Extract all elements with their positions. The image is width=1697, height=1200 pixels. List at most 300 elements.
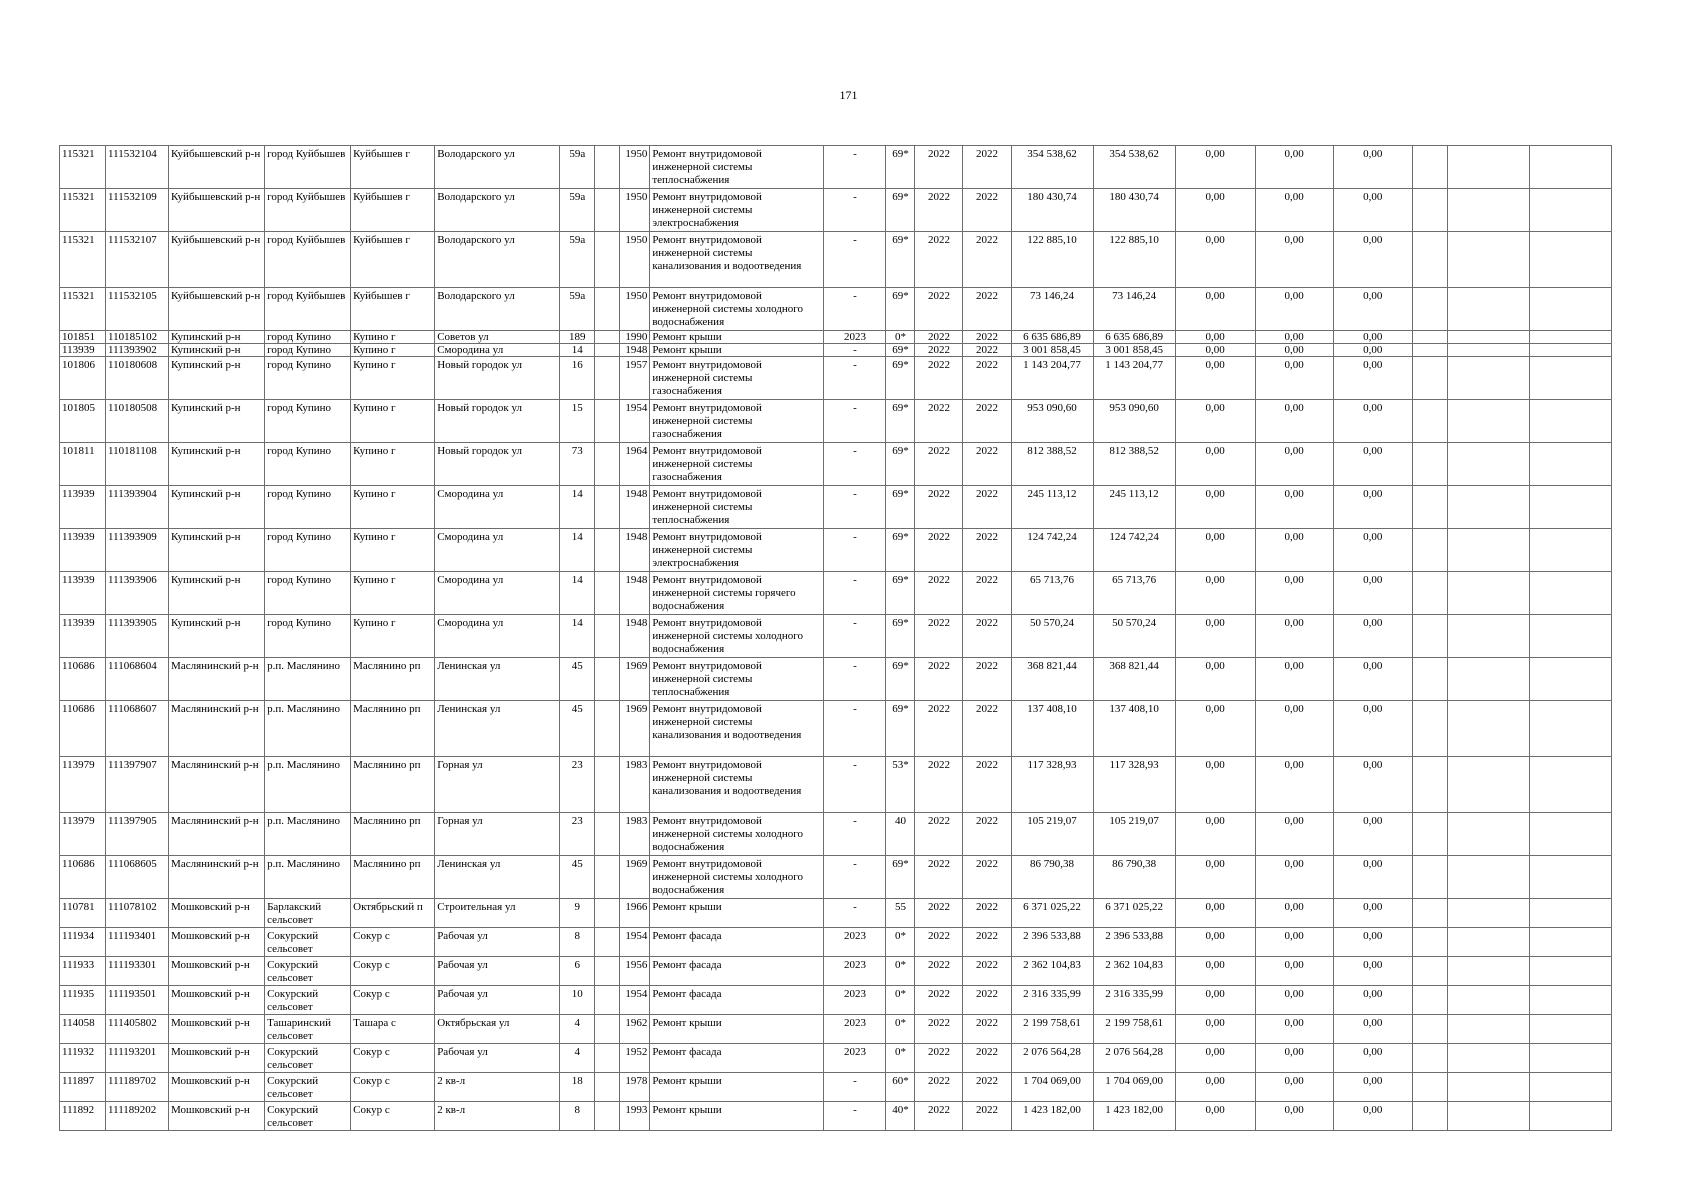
cell-plan-year-from: 2022 (915, 856, 963, 899)
cell-letter (595, 856, 620, 899)
cell-plan-year-from: 2022 (915, 701, 963, 757)
table-row (60, 1102, 1612, 1131)
cell-letter (595, 658, 620, 701)
cell-municipality: город Куйбышев (265, 146, 351, 189)
cell-work-type: Ремонт внутридомовой инженерной системы холодного водоснабжения (650, 813, 824, 856)
cell-budget-local: 0,00 (1333, 658, 1412, 701)
cell-locality: Маслянино рп (351, 757, 435, 813)
cell-house-id: 113939 (60, 615, 106, 658)
cell-extra-2 (1447, 529, 1529, 572)
cell-total-cost: 180 430,74 (1011, 189, 1093, 232)
cell-next-year: 2023 (824, 1015, 886, 1044)
cell-budget-federal: 0,00 (1175, 572, 1255, 615)
cell-house-id: 115321 (60, 288, 106, 331)
cell-work-id: 110180608 (106, 357, 169, 400)
cell-budget-regional: 0,00 (1255, 344, 1333, 357)
cell-locality: Куйбышев г (351, 189, 435, 232)
cell-plan-year-from: 2022 (915, 1073, 963, 1102)
cell-plan-year-from: 2022 (915, 189, 963, 232)
cell-total-cost: 2 076 564,28 (1011, 1044, 1093, 1073)
cell-extra-1 (1412, 899, 1447, 928)
cell-street: Ленинская ул (435, 856, 560, 899)
cell-district: Маслянинский р-н (169, 813, 265, 856)
cell-extra-3 (1529, 856, 1611, 899)
cell-house-number: 59а (560, 146, 595, 189)
cell-budget-federal: 0,00 (1175, 856, 1255, 899)
cell-next-year: - (824, 572, 886, 615)
cell-total-cost: 2 396 533,88 (1011, 928, 1093, 957)
cell-plan-year-to: 2022 (963, 658, 1011, 701)
cell-district: Маслянинский р-н (169, 658, 265, 701)
cell-extra-2 (1447, 443, 1529, 486)
cell-total-cost: 245 113,12 (1011, 486, 1093, 529)
cell-extra-1 (1412, 400, 1447, 443)
cell-fund-cost: 2 396 533,88 (1093, 928, 1175, 957)
cell-municipality: город Купино (265, 331, 351, 344)
cell-budget-local: 0,00 (1333, 1073, 1412, 1102)
cell-extra-2 (1447, 189, 1529, 232)
cell-work-type: Ремонт внутридомовой инженерной системы электроснабжения (650, 189, 824, 232)
cell-street: Смородина ул (435, 615, 560, 658)
cell-extra-2 (1447, 1044, 1529, 1073)
cell-budget-regional: 0,00 (1255, 615, 1333, 658)
cell-municipality: город Купино (265, 400, 351, 443)
cell-wear: 40* (886, 1102, 915, 1131)
cell-next-year: - (824, 443, 886, 486)
cell-street: Смородина ул (435, 344, 560, 357)
cell-work-type: Ремонт внутридомовой инженерной системы газоснабжения (650, 357, 824, 400)
cell-district: Купинский р-н (169, 331, 265, 344)
cell-budget-local: 0,00 (1333, 856, 1412, 899)
cell-work-type: Ремонт крыши (650, 344, 824, 357)
cell-wear: 0* (886, 986, 915, 1015)
table-row (60, 288, 1612, 331)
cell-work-id: 111532104 (106, 146, 169, 189)
cell-budget-regional: 0,00 (1255, 856, 1333, 899)
cell-budget-local: 0,00 (1333, 146, 1412, 189)
cell-budget-regional: 0,00 (1255, 288, 1333, 331)
cell-fund-cost: 1 143 204,77 (1093, 357, 1175, 400)
cell-work-type: Ремонт внутридомовой инженерной системы газоснабжения (650, 400, 824, 443)
cell-plan-year-from: 2022 (915, 658, 963, 701)
cell-budget-local: 0,00 (1333, 357, 1412, 400)
cell-budget-federal: 0,00 (1175, 189, 1255, 232)
cell-house-number: 23 (560, 757, 595, 813)
cell-wear: 69* (886, 701, 915, 757)
cell-total-cost: 105 219,07 (1011, 813, 1093, 856)
cell-plan-year-from: 2022 (915, 146, 963, 189)
cell-extra-3 (1529, 658, 1611, 701)
cell-locality: Сокур с (351, 1073, 435, 1102)
cell-municipality: город Купино (265, 529, 351, 572)
cell-locality: Купино г (351, 443, 435, 486)
cell-extra-2 (1447, 486, 1529, 529)
cell-extra-3 (1529, 331, 1611, 344)
cell-extra-2 (1447, 1015, 1529, 1044)
cell-house-number: 15 (560, 400, 595, 443)
cell-street: Новый городок ул (435, 443, 560, 486)
cell-wear: 69* (886, 856, 915, 899)
cell-budget-local: 0,00 (1333, 757, 1412, 813)
cell-total-cost: 124 742,24 (1011, 529, 1093, 572)
cell-plan-year-from: 2022 (915, 928, 963, 957)
cell-extra-3 (1529, 899, 1611, 928)
cell-fund-cost: 2 199 758,61 (1093, 1015, 1175, 1044)
cell-plan-year-to: 2022 (963, 232, 1011, 288)
cell-locality: Куйбышев г (351, 146, 435, 189)
cell-locality: Купино г (351, 529, 435, 572)
cell-work-type: Ремонт внутридомовой инженерной системы холодного водоснабжения (650, 288, 824, 331)
cell-street: Володарского ул (435, 189, 560, 232)
cell-fund-cost: 368 821,44 (1093, 658, 1175, 701)
cell-street: Смородина ул (435, 572, 560, 615)
cell-extra-2 (1447, 232, 1529, 288)
cell-budget-federal: 0,00 (1175, 1044, 1255, 1073)
cell-plan-year-to: 2022 (963, 899, 1011, 928)
cell-letter (595, 757, 620, 813)
cell-extra-2 (1447, 572, 1529, 615)
page-number: 171 (839, 88, 858, 102)
cell-house-number: 189 (560, 331, 595, 344)
cell-plan-year-to: 2022 (963, 1015, 1011, 1044)
cell-fund-cost: 117 328,93 (1093, 757, 1175, 813)
table-body (60, 146, 1612, 1131)
cell-extra-3 (1529, 357, 1611, 400)
table-row (60, 443, 1612, 486)
table-row (60, 232, 1612, 288)
cell-letter (595, 928, 620, 957)
cell-budget-federal: 0,00 (1175, 701, 1255, 757)
cell-extra-1 (1412, 1015, 1447, 1044)
cell-work-type: Ремонт крыши (650, 1073, 824, 1102)
cell-extra-3 (1529, 701, 1611, 757)
cell-extra-3 (1529, 957, 1611, 986)
cell-locality: Купино г (351, 615, 435, 658)
cell-work-id: 110185102 (106, 331, 169, 344)
cell-wear: 69* (886, 400, 915, 443)
cell-street: Горная ул (435, 813, 560, 856)
cell-budget-regional: 0,00 (1255, 757, 1333, 813)
cell-budget-regional: 0,00 (1255, 357, 1333, 400)
cell-next-year: - (824, 357, 886, 400)
cell-year-built: 1948 (620, 615, 650, 658)
cell-house-number: 6 (560, 957, 595, 986)
cell-next-year: - (824, 1073, 886, 1102)
cell-extra-1 (1412, 357, 1447, 400)
cell-letter (595, 288, 620, 331)
table-row (60, 529, 1612, 572)
cell-extra-1 (1412, 1102, 1447, 1131)
cell-extra-2 (1447, 1102, 1529, 1131)
cell-plan-year-to: 2022 (963, 986, 1011, 1015)
cell-work-type: Ремонт внутридомовой инженерной системы холодного водоснабжения (650, 615, 824, 658)
cell-municipality: Сокурский сельсовет (265, 928, 351, 957)
cell-wear: 69* (886, 443, 915, 486)
cell-total-cost: 1 423 182,00 (1011, 1102, 1093, 1131)
cell-extra-1 (1412, 486, 1447, 529)
cell-work-type: Ремонт внутридомовой инженерной системы теплоснабжения (650, 486, 824, 529)
cell-locality: Купино г (351, 357, 435, 400)
cell-budget-federal: 0,00 (1175, 400, 1255, 443)
cell-plan-year-from: 2022 (915, 1044, 963, 1073)
cell-extra-2 (1447, 701, 1529, 757)
cell-work-type: Ремонт внутридомовой инженерной системы канализования и водоотведения (650, 757, 824, 813)
cell-year-built: 1964 (620, 443, 650, 486)
cell-extra-2 (1447, 957, 1529, 986)
cell-budget-federal: 0,00 (1175, 146, 1255, 189)
cell-extra-1 (1412, 757, 1447, 813)
cell-district: Мошковский р-н (169, 957, 265, 986)
cell-budget-local: 0,00 (1333, 189, 1412, 232)
cell-letter (595, 1044, 620, 1073)
cell-year-built: 1950 (620, 146, 650, 189)
cell-budget-regional: 0,00 (1255, 572, 1333, 615)
cell-house-id: 113979 (60, 813, 106, 856)
cell-street: Рабочая ул (435, 1044, 560, 1073)
cell-work-type: Ремонт крыши (650, 899, 824, 928)
cell-fund-cost: 180 430,74 (1093, 189, 1175, 232)
cell-budget-regional: 0,00 (1255, 443, 1333, 486)
cell-extra-3 (1529, 146, 1611, 189)
cell-municipality: Барлакский сельсовет (265, 899, 351, 928)
cell-locality: Сокур с (351, 1102, 435, 1131)
cell-district: Купинский р-н (169, 529, 265, 572)
cell-total-cost: 953 090,60 (1011, 400, 1093, 443)
cell-letter (595, 1102, 620, 1131)
table-row (60, 1073, 1612, 1102)
cell-district: Мошковский р-н (169, 1015, 265, 1044)
cell-locality: Маслянино рп (351, 813, 435, 856)
cell-house-number: 45 (560, 658, 595, 701)
cell-house-id: 111897 (60, 1073, 106, 1102)
cell-house-number: 59а (560, 189, 595, 232)
cell-work-id: 111393904 (106, 486, 169, 529)
cell-letter (595, 344, 620, 357)
cell-house-id: 113939 (60, 486, 106, 529)
cell-house-number: 4 (560, 1015, 595, 1044)
cell-house-id: 113939 (60, 572, 106, 615)
cell-budget-federal: 0,00 (1175, 1102, 1255, 1131)
cell-wear: 0* (886, 1044, 915, 1073)
cell-street: Рабочая ул (435, 928, 560, 957)
cell-locality: Купино г (351, 572, 435, 615)
cell-fund-cost: 2 362 104,83 (1093, 957, 1175, 986)
cell-district: Маслянинский р-н (169, 856, 265, 899)
cell-next-year: - (824, 856, 886, 899)
cell-extra-3 (1529, 813, 1611, 856)
cell-plan-year-from: 2022 (915, 344, 963, 357)
cell-house-id: 113979 (60, 757, 106, 813)
cell-house-id: 110686 (60, 701, 106, 757)
cell-letter (595, 400, 620, 443)
cell-street: Володарского ул (435, 146, 560, 189)
cell-year-built: 1954 (620, 928, 650, 957)
cell-budget-regional: 0,00 (1255, 1102, 1333, 1131)
cell-budget-regional: 0,00 (1255, 331, 1333, 344)
cell-total-cost: 86 790,38 (1011, 856, 1093, 899)
cell-plan-year-to: 2022 (963, 189, 1011, 232)
cell-wear: 69* (886, 146, 915, 189)
cell-total-cost: 6 635 686,89 (1011, 331, 1093, 344)
cell-house-id: 101851 (60, 331, 106, 344)
cell-municipality: Сокурский сельсовет (265, 1102, 351, 1131)
cell-letter (595, 615, 620, 658)
cell-extra-2 (1447, 288, 1529, 331)
cell-total-cost: 137 408,10 (1011, 701, 1093, 757)
cell-district: Куйбышевский р-н (169, 146, 265, 189)
cell-fund-cost: 354 538,62 (1093, 146, 1175, 189)
cell-wear: 69* (886, 288, 915, 331)
cell-next-year: - (824, 400, 886, 443)
cell-district: Купинский р-н (169, 344, 265, 357)
cell-work-id: 111393906 (106, 572, 169, 615)
cell-budget-federal: 0,00 (1175, 486, 1255, 529)
cell-budget-local: 0,00 (1333, 232, 1412, 288)
cell-house-number: 45 (560, 856, 595, 899)
cell-budget-regional: 0,00 (1255, 1073, 1333, 1102)
cell-next-year: 2023 (824, 957, 886, 986)
cell-budget-local: 0,00 (1333, 529, 1412, 572)
cell-budget-regional: 0,00 (1255, 189, 1333, 232)
cell-plan-year-from: 2022 (915, 288, 963, 331)
cell-plan-year-from: 2022 (915, 232, 963, 288)
table-row (60, 813, 1612, 856)
cell-budget-local: 0,00 (1333, 288, 1412, 331)
cell-budget-federal: 0,00 (1175, 357, 1255, 400)
cell-fund-cost: 953 090,60 (1093, 400, 1175, 443)
cell-work-type: Ремонт внутридомовой инженерной системы газоснабжения (650, 443, 824, 486)
cell-municipality: р.п. Маслянино (265, 658, 351, 701)
cell-extra-3 (1529, 486, 1611, 529)
cell-next-year: - (824, 757, 886, 813)
cell-fund-cost: 6 635 686,89 (1093, 331, 1175, 344)
cell-extra-2 (1447, 331, 1529, 344)
table-row (60, 701, 1612, 757)
cell-municipality: город Куйбышев (265, 189, 351, 232)
table-row (60, 757, 1612, 813)
cell-house-number: 8 (560, 1102, 595, 1131)
cell-wear: 0* (886, 957, 915, 986)
cell-wear: 0* (886, 1015, 915, 1044)
cell-district: Купинский р-н (169, 357, 265, 400)
cell-plan-year-from: 2022 (915, 572, 963, 615)
cell-locality: Сокур с (351, 1044, 435, 1073)
cell-house-id: 101806 (60, 357, 106, 400)
cell-budget-federal: 0,00 (1175, 928, 1255, 957)
cell-budget-regional: 0,00 (1255, 1044, 1333, 1073)
cell-budget-regional: 0,00 (1255, 146, 1333, 189)
cell-work-type: Ремонт внутридомовой инженерной системы канализования и водоотведения (650, 232, 824, 288)
cell-extra-1 (1412, 443, 1447, 486)
cell-wear: 53* (886, 757, 915, 813)
cell-municipality: город Купино (265, 344, 351, 357)
cell-budget-local: 0,00 (1333, 986, 1412, 1015)
cell-district: Купинский р-н (169, 400, 265, 443)
cell-budget-regional: 0,00 (1255, 529, 1333, 572)
cell-budget-local: 0,00 (1333, 813, 1412, 856)
cell-year-built: 1983 (620, 813, 650, 856)
cell-plan-year-to: 2022 (963, 701, 1011, 757)
cell-budget-regional: 0,00 (1255, 813, 1333, 856)
cell-district: Мошковский р-н (169, 1073, 265, 1102)
cell-extra-1 (1412, 529, 1447, 572)
cell-work-id: 111393905 (106, 615, 169, 658)
cell-plan-year-to: 2022 (963, 344, 1011, 357)
cell-plan-year-from: 2022 (915, 443, 963, 486)
cell-extra-3 (1529, 288, 1611, 331)
cell-house-id: 115321 (60, 189, 106, 232)
cell-next-year: - (824, 146, 886, 189)
cell-work-id: 110181108 (106, 443, 169, 486)
table-row (60, 928, 1612, 957)
cell-budget-regional: 0,00 (1255, 658, 1333, 701)
cell-municipality: город Купино (265, 572, 351, 615)
cell-street: Рабочая ул (435, 957, 560, 986)
cell-house-id: 101805 (60, 400, 106, 443)
cell-extra-2 (1447, 813, 1529, 856)
cell-next-year: - (824, 288, 886, 331)
cell-work-type: Ремонт внутридомовой инженерной системы теплоснабжения (650, 146, 824, 189)
cell-extra-2 (1447, 986, 1529, 1015)
cell-street: Новый городок ул (435, 357, 560, 400)
cell-budget-federal: 0,00 (1175, 986, 1255, 1015)
cell-municipality: Сокурский сельсовет (265, 957, 351, 986)
cell-fund-cost: 6 371 025,22 (1093, 899, 1175, 928)
cell-district: Мошковский р-н (169, 986, 265, 1015)
cell-fund-cost: 65 713,76 (1093, 572, 1175, 615)
cell-work-id: 111193401 (106, 928, 169, 957)
capital-repair-table (59, 145, 1612, 1131)
cell-extra-1 (1412, 813, 1447, 856)
cell-extra-1 (1412, 1073, 1447, 1102)
cell-extra-3 (1529, 928, 1611, 957)
cell-locality: Купино г (351, 344, 435, 357)
cell-budget-local: 0,00 (1333, 957, 1412, 986)
cell-plan-year-to: 2022 (963, 813, 1011, 856)
cell-year-built: 1966 (620, 899, 650, 928)
cell-budget-regional: 0,00 (1255, 232, 1333, 288)
cell-municipality: город Купино (265, 486, 351, 529)
cell-budget-regional: 0,00 (1255, 486, 1333, 529)
cell-letter (595, 957, 620, 986)
cell-district: Куйбышевский р-н (169, 288, 265, 331)
cell-budget-local: 0,00 (1333, 899, 1412, 928)
cell-budget-local: 0,00 (1333, 928, 1412, 957)
cell-extra-2 (1447, 757, 1529, 813)
cell-plan-year-to: 2022 (963, 529, 1011, 572)
cell-municipality: Сокурский сельсовет (265, 1073, 351, 1102)
cell-extra-2 (1447, 658, 1529, 701)
cell-budget-federal: 0,00 (1175, 1073, 1255, 1102)
cell-house-id: 113939 (60, 344, 106, 357)
cell-extra-1 (1412, 189, 1447, 232)
cell-letter (595, 1015, 620, 1044)
cell-budget-local: 0,00 (1333, 443, 1412, 486)
cell-locality: Маслянино рп (351, 701, 435, 757)
cell-municipality: город Купино (265, 357, 351, 400)
cell-municipality: р.п. Маслянино (265, 701, 351, 757)
cell-total-cost: 812 388,52 (1011, 443, 1093, 486)
cell-street: Смородина ул (435, 486, 560, 529)
cell-wear: 55 (886, 899, 915, 928)
cell-extra-1 (1412, 701, 1447, 757)
cell-letter (595, 701, 620, 757)
cell-work-type: Ремонт внутридомовой инженерной системы теплоснабжения (650, 658, 824, 701)
cell-fund-cost: 1 704 069,00 (1093, 1073, 1175, 1102)
cell-work-id: 111068604 (106, 658, 169, 701)
cell-letter (595, 357, 620, 400)
cell-total-cost: 2 199 758,61 (1011, 1015, 1093, 1044)
